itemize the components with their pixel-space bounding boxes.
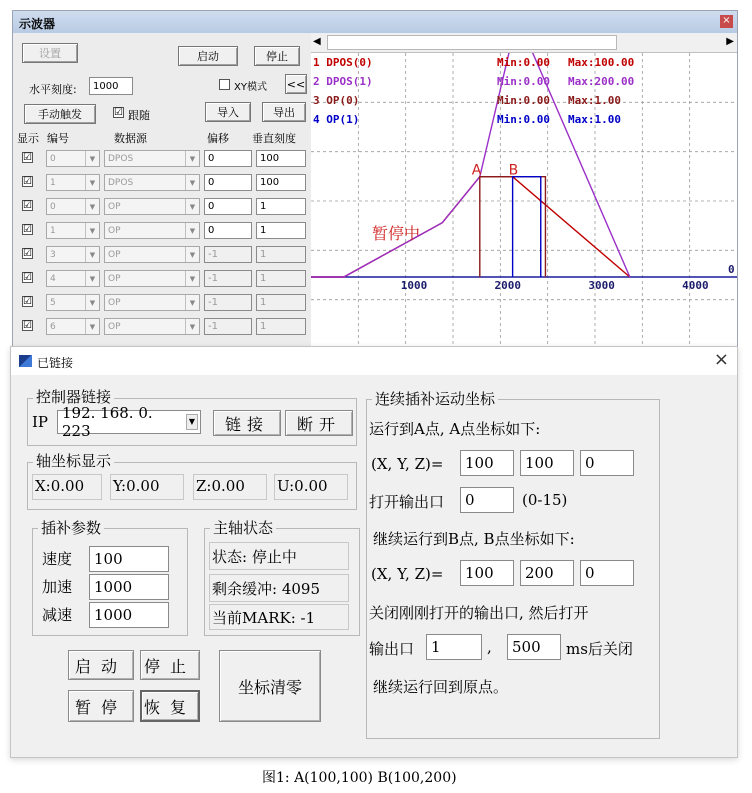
channel-num-select[interactable] (46, 294, 100, 311)
channel-show-checkbox[interactable]: ☑ (23, 296, 32, 307)
channel-num: 1 (50, 177, 56, 188)
ip-select[interactable] (57, 404, 201, 440)
legend-name: 2 DPOS(1) (313, 75, 373, 88)
channel-num-select[interactable] (46, 198, 100, 215)
channel-num-select[interactable] (46, 270, 100, 287)
zero-coords-button[interactable]: 坐标清零 (219, 650, 321, 722)
channel-vscale-input[interactable]: 100 (256, 150, 306, 167)
channel-show-checkbox[interactable]: ☑ (23, 248, 32, 259)
legend-min: Min:0.00 (497, 113, 550, 126)
series-line-op1 (513, 177, 541, 277)
col-vscale: 垂直刻度 (252, 132, 296, 145)
channel-source: OP (108, 225, 121, 236)
xyz-label-a: (X, Y, Z)= (371, 455, 444, 473)
zero-label: 0 (728, 263, 735, 276)
x-tick-label: 3000 (588, 279, 615, 292)
channel-source-select[interactable] (104, 150, 200, 167)
legend-max: Max:1.00 (568, 94, 621, 107)
chevron-down-icon[interactable]: ▼ (85, 271, 99, 286)
channel-source: DPOS (108, 153, 134, 164)
channel-num-select[interactable] (46, 174, 100, 191)
channel-vscale-input[interactable]: 1 (256, 222, 306, 239)
resume-button[interactable]: 恢复 (140, 690, 200, 722)
channel-offset-input[interactable]: 0 (204, 174, 252, 191)
xyz-label-b: (X, Y, Z)= (371, 565, 444, 583)
channel-show-checkbox[interactable]: ☑ (23, 152, 32, 163)
channel-vscale-input[interactable]: 1 (256, 246, 306, 263)
decel-label: 减速 (42, 606, 73, 624)
channel-source-select[interactable] (104, 222, 200, 239)
axis-z-value: Z:0.00 (196, 477, 245, 495)
channel-source-select[interactable] (104, 174, 200, 191)
channel-source-select[interactable] (104, 246, 200, 263)
channel-source: OP (108, 273, 121, 284)
channel-source: OP (108, 201, 121, 212)
channel-vscale-input[interactable]: 100 (256, 174, 306, 191)
channel-num-select[interactable] (46, 318, 100, 335)
chevron-down-icon[interactable]: ▼ (185, 247, 199, 262)
channel-source: DPOS (108, 177, 134, 188)
axis-y-value: Y:0.00 (113, 477, 160, 495)
channel-vscale-input[interactable]: 1 (256, 294, 306, 311)
figure-caption: 图1: A(100,100) B(100,200) (262, 770, 457, 786)
collapse-button[interactable]: << (285, 74, 307, 94)
ip-value: 192. 168. 0. 223 (62, 404, 153, 440)
accel-input[interactable]: 1000 (89, 574, 169, 600)
col-source: 数据源 (114, 132, 147, 145)
channel-show-checkbox[interactable]: ☑ (23, 272, 32, 283)
output2-input[interactable]: 1 (426, 634, 482, 660)
channel-num: 1 (50, 225, 56, 236)
close-button[interactable]: × (720, 15, 733, 28)
connect-button[interactable]: 链接 (213, 410, 281, 436)
legend-max: Max:1.00 (568, 113, 621, 126)
legend-min: Min:0.00 (497, 56, 550, 69)
chevron-down-icon[interactable]: ▼ (85, 175, 99, 190)
oscilloscope-titlebar (13, 11, 737, 33)
channel-source: OP (108, 297, 121, 308)
delay-input[interactable]: 500 (507, 634, 561, 660)
x-tick-label: 1000 (400, 279, 428, 292)
decel-input[interactable]: 1000 (89, 602, 169, 628)
axis-group-title: 轴坐标显示 (33, 450, 114, 471)
b-y-input[interactable]: 200 (520, 560, 574, 586)
oscilloscope-title: 示波器 (19, 17, 56, 31)
chevron-down-icon[interactable]: ▼ (185, 295, 199, 310)
channel-num: 3 (50, 249, 56, 260)
legend-min: Min:0.00 (497, 94, 550, 107)
chevron-down-icon[interactable]: ▼ (185, 271, 199, 286)
controller-group-title: 控制器链接 (33, 386, 114, 407)
app-icon (19, 355, 32, 367)
speed-input[interactable]: 100 (89, 546, 169, 572)
h-scale-label: 水平刻度: (29, 83, 77, 96)
chevron-down-icon[interactable]: ▼ (85, 223, 99, 238)
x-tick-label: 2000 (494, 279, 522, 292)
follow-label: 跟随 (128, 109, 150, 122)
channel-offset-input[interactable]: 0 (204, 222, 252, 239)
point-b-label: B (508, 162, 519, 179)
output-label: 输出口 (369, 640, 415, 658)
col-num: 编号 (47, 132, 69, 145)
series-line-dpos0 (311, 177, 630, 277)
settings-button[interactable]: 设置 (22, 43, 78, 63)
chevron-down-icon[interactable]: ▼ (85, 151, 99, 166)
scroll-thumb[interactable] (327, 35, 617, 50)
channel-offset-input[interactable]: -1 (204, 318, 252, 335)
a-z-input[interactable]: 0 (580, 450, 634, 476)
output-input[interactable]: 0 (460, 487, 514, 513)
legend-max: Max:200.00 (568, 75, 635, 88)
col-show: 显示 (17, 132, 39, 145)
accel-label: 加速 (42, 578, 73, 596)
h-scale-input[interactable]: 1000 (89, 77, 133, 95)
chevron-down-icon[interactable]: ▼ (85, 319, 99, 334)
start-button[interactable]: 启动 (178, 46, 238, 66)
output-range: (0-15) (522, 491, 568, 509)
status-label: 暂停中 (371, 224, 420, 244)
mark-text: 当前MARK: -1 (212, 609, 316, 627)
channel-show-checkbox[interactable]: ☑ (23, 200, 32, 211)
chevron-down-icon[interactable]: ▼ (85, 295, 99, 310)
chevron-down-icon[interactable]: ▼ (85, 247, 99, 262)
chevron-down-icon[interactable]: ▼ (185, 319, 199, 334)
chevron-down-icon[interactable]: ▼ (185, 175, 199, 190)
channel-offset-input[interactable]: 0 (204, 198, 252, 215)
run-b-text: 继续运行到B点, B点坐标如下: (373, 530, 575, 548)
disconnect-button[interactable]: 断开 (285, 410, 353, 436)
legend-min: Min:0.00 (497, 75, 550, 88)
follow-checkbox[interactable]: ☑ (114, 107, 123, 118)
legend-name: 3 OP(0) (313, 94, 360, 107)
channel-offset-input[interactable]: -1 (204, 294, 252, 311)
chevron-down-icon[interactable]: ▼ (186, 414, 198, 430)
xy-mode-checkbox[interactable] (219, 79, 230, 90)
channel-show-checkbox[interactable]: ☑ (23, 320, 32, 331)
b-z-input[interactable]: 0 (580, 560, 634, 586)
import-button[interactable]: 导入 (205, 102, 251, 122)
channel-vscale-input[interactable]: 1 (256, 270, 306, 287)
pause-button[interactable]: 暂停 (68, 690, 134, 722)
speed-label: 速度 (42, 550, 73, 568)
a-y-input[interactable]: 100 (520, 450, 574, 476)
legend-name: 4 OP(1) (313, 113, 360, 126)
b-x-input[interactable]: 100 (460, 560, 514, 586)
channel-show-checkbox[interactable]: ☑ (23, 224, 32, 235)
ip-label: IP (32, 413, 49, 431)
point-a-label: A (471, 162, 482, 179)
cont-group-title: 连续插补运动坐标 (372, 388, 498, 409)
channel-num: 5 (50, 297, 56, 308)
comma-text: , (487, 638, 492, 656)
open-output-label: 打开输出口 (369, 493, 445, 511)
manual-trigger-button[interactable]: 手动触发 (24, 104, 96, 124)
channel-source: OP (108, 321, 121, 332)
legend-max: Max:100.00 (568, 56, 635, 69)
legend-name: 1 DPOS(0) (313, 56, 373, 69)
channel-offset-input[interactable]: 0 (204, 150, 252, 167)
channel-source-select[interactable] (104, 270, 200, 287)
channel-num-select[interactable] (46, 246, 100, 263)
channel-source: OP (108, 249, 121, 260)
channel-num: 6 (50, 321, 56, 332)
channel-source-select[interactable] (104, 294, 200, 311)
channel-num-select[interactable] (46, 150, 100, 167)
scope-plot (311, 53, 737, 349)
channel-source-select[interactable] (104, 198, 200, 215)
state-text: 状态: 停止中 (212, 548, 297, 566)
channel-num: 0 (50, 201, 56, 212)
chevron-down-icon[interactable]: ▼ (185, 223, 199, 238)
export-button[interactable]: 导出 (262, 102, 306, 122)
motion-stop-button[interactable]: 停止 (140, 650, 200, 680)
interp-group-title: 插补参数 (38, 517, 104, 538)
dialog-title: 已链接 (37, 356, 74, 370)
ms-close-text: ms后关闭 (566, 640, 633, 658)
spindle-group-title: 主轴状态 (210, 517, 276, 538)
dialog-close-icon[interactable]: × (713, 349, 729, 370)
chevron-down-icon[interactable]: ▼ (185, 199, 199, 214)
dialog-titlebar (11, 347, 737, 375)
axis-x-value: X:0.00 (35, 477, 85, 495)
col-offset: 偏移 (207, 132, 229, 145)
return-text: 继续运行回到原点。 (373, 678, 509, 696)
channel-num-select[interactable] (46, 222, 100, 239)
xy-mode-label: XY模式 (234, 82, 267, 93)
motion-start-button[interactable]: 启动 (68, 650, 134, 680)
x-tick-label: 4000 (682, 279, 709, 292)
a-x-input[interactable]: 100 (460, 450, 514, 476)
axis-u-value: U:0.00 (277, 477, 328, 495)
run-a-text: 运行到A点, A点坐标如下: (369, 420, 541, 438)
channel-num: 4 (50, 273, 56, 284)
channel-offset-input[interactable]: -1 (204, 246, 252, 263)
scroll-right-icon[interactable]: ▶ (726, 36, 734, 47)
chevron-down-icon[interactable]: ▼ (185, 151, 199, 166)
channel-vscale-input[interactable]: 1 (256, 198, 306, 215)
channel-source-select[interactable] (104, 318, 200, 335)
channel-show-checkbox[interactable]: ☑ (23, 176, 32, 187)
channel-vscale-input[interactable]: 1 (256, 318, 306, 335)
chevron-down-icon[interactable]: ▼ (85, 199, 99, 214)
scope-scrollbar[interactable] (311, 33, 737, 53)
buffer-text: 剩余缓冲: 4095 (212, 580, 320, 598)
channel-offset-input[interactable]: -1 (204, 270, 252, 287)
stop-button[interactable]: 停止 (254, 46, 300, 66)
scroll-left-icon[interactable]: ◀ (313, 36, 321, 47)
close-open-text: 关闭刚刚打开的输出口, 然后打开 (369, 604, 589, 622)
channel-num: 0 (50, 153, 56, 164)
